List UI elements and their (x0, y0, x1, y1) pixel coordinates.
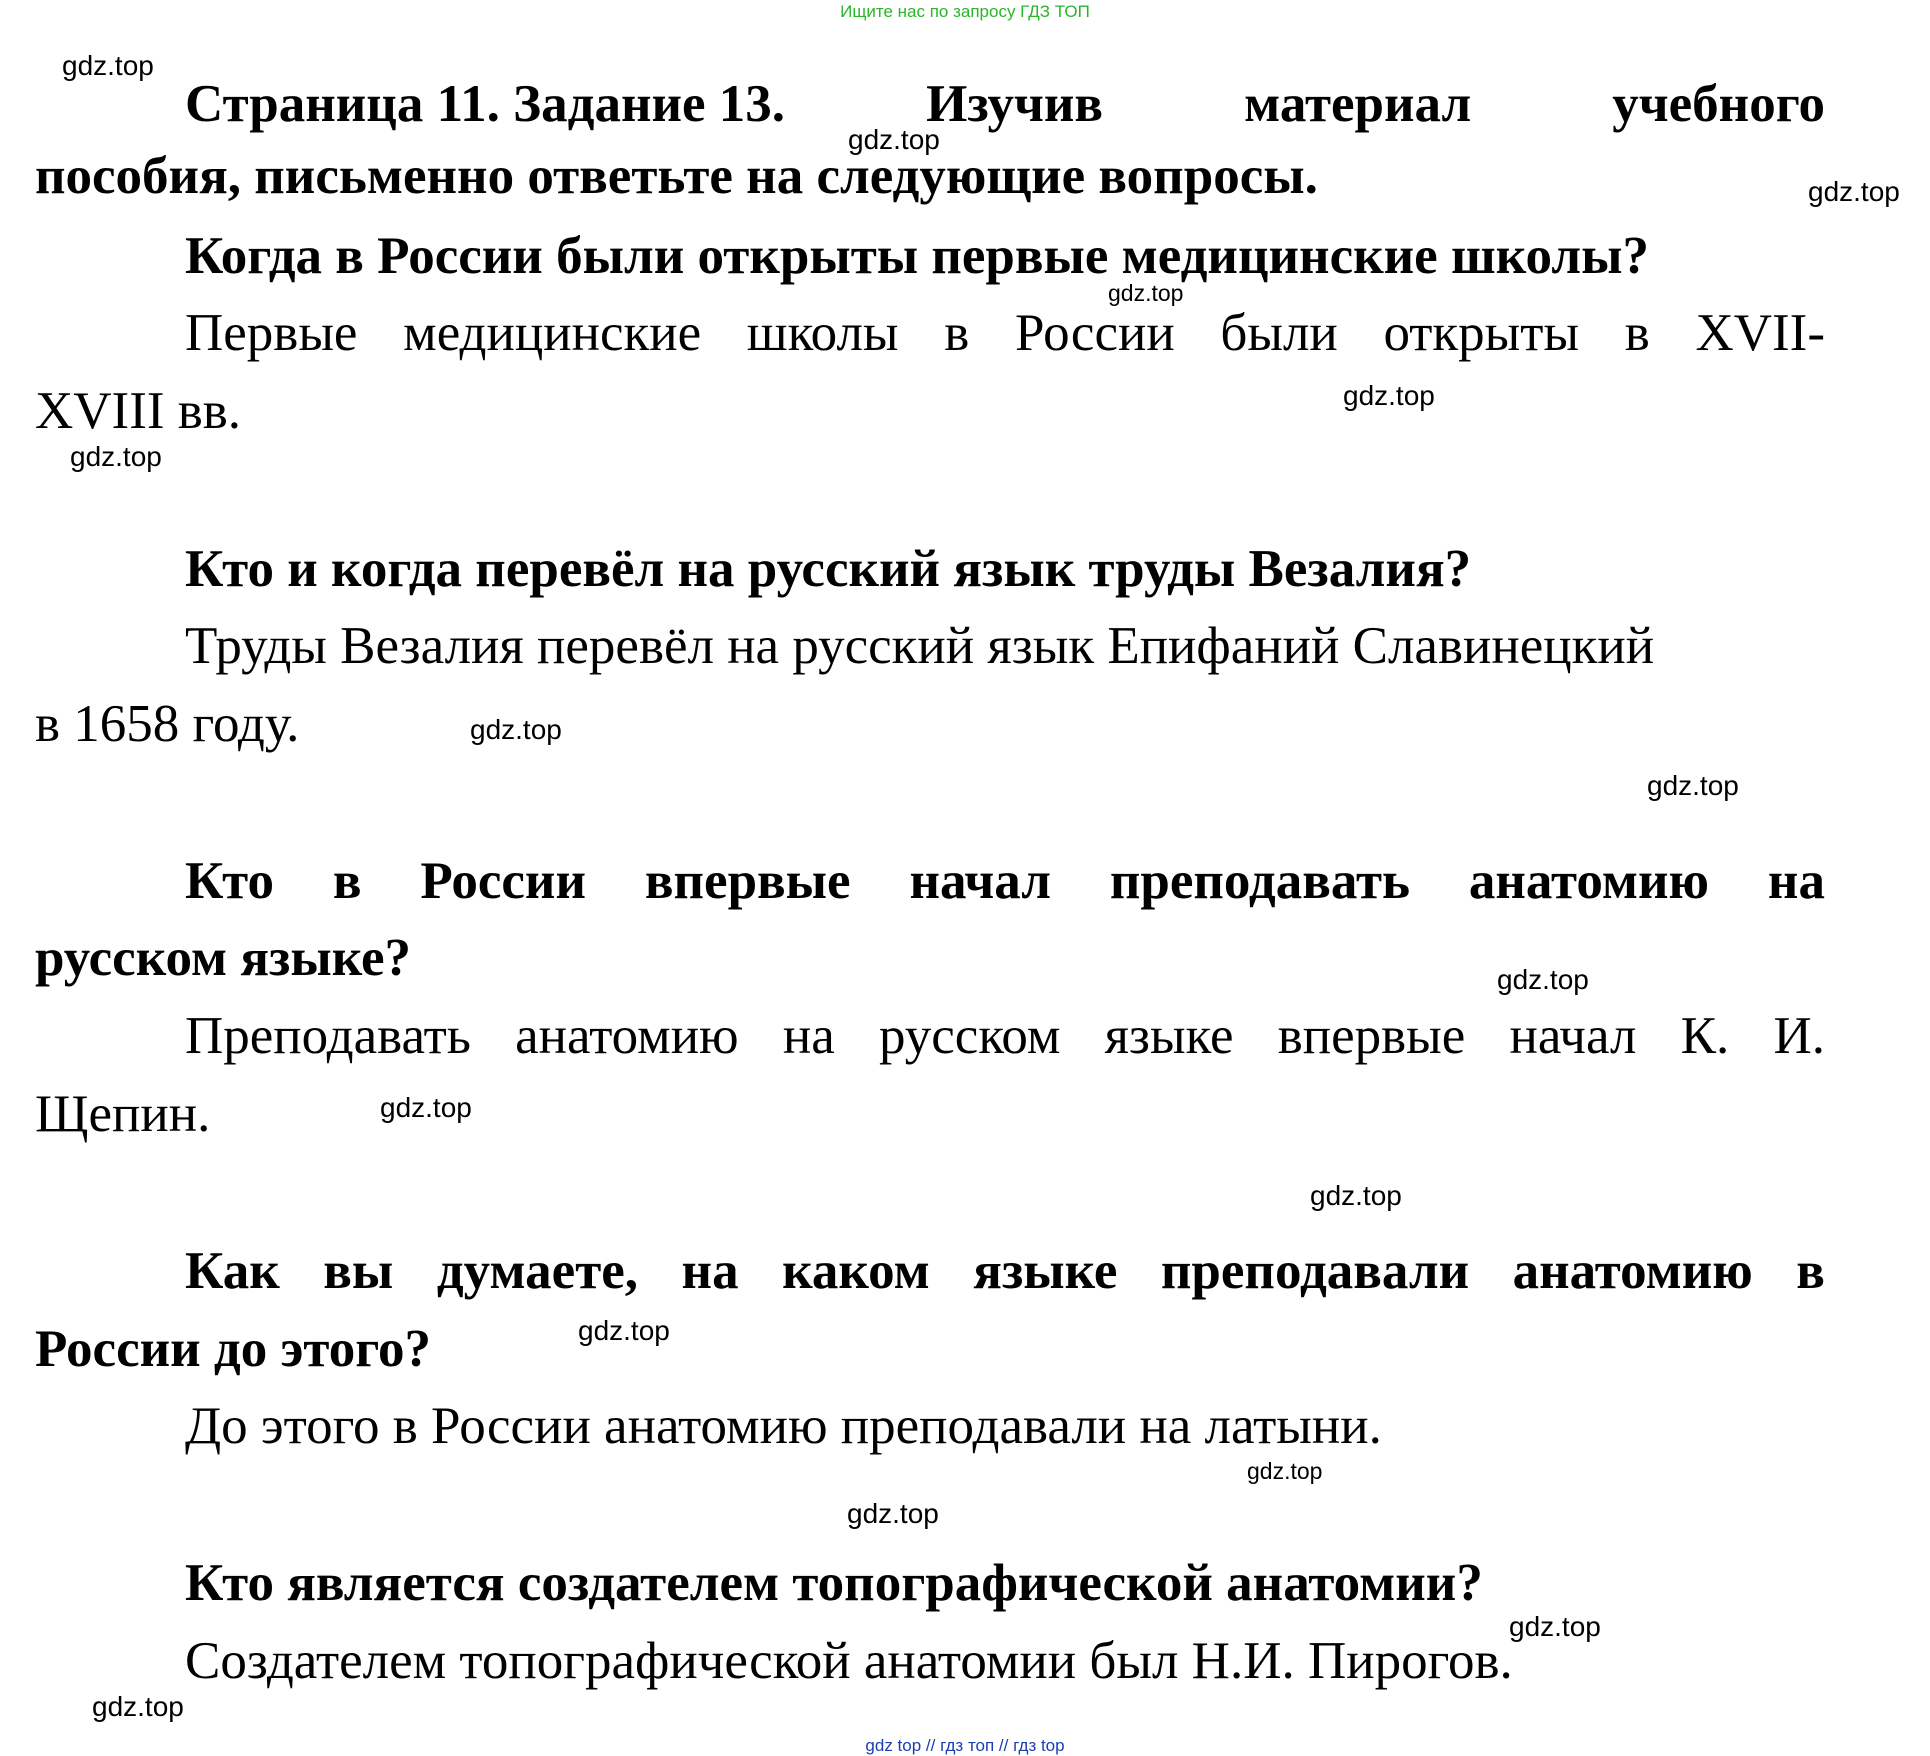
answer-word: анатомию (515, 1007, 739, 1065)
question-4-line-2: России до этого? (35, 1320, 431, 1378)
question-word: думаете, (436, 1242, 639, 1300)
answer-word: открыты (1383, 304, 1580, 362)
watermark: gdz.top (62, 50, 154, 81)
footer-links[interactable]: gdz top // гдз топ // гдз top (865, 1736, 1065, 1755)
watermark: gdz.top (1497, 964, 1589, 995)
answer-3-line-2: Щепин. (35, 1085, 211, 1143)
title-word: материал (1244, 75, 1472, 133)
watermark: gdz.top (1108, 280, 1184, 306)
title-line-1 (185, 75, 1825, 133)
question-word: преподавать (1109, 852, 1411, 910)
question-word: начал (909, 852, 1051, 910)
answer-word: впервые (1277, 1007, 1466, 1065)
question-word: Кто (185, 852, 274, 910)
question-word: в (1796, 1242, 1825, 1300)
watermark: gdz.top (1247, 1458, 1323, 1484)
question-3-line-2: русском языке? (35, 929, 411, 987)
answer-1-line-2: XVIII вв. (35, 382, 242, 440)
answer-word: И. (1773, 1007, 1825, 1065)
watermark: gdz.top (1509, 1611, 1601, 1642)
answer-3-line-1 (185, 1007, 1825, 1065)
question-word: в (332, 852, 362, 910)
question-word: каком (782, 1242, 930, 1300)
answer-4-line-1: До этого в России анатомию преподавали на латыни. (185, 1397, 1382, 1455)
question-5: Кто является создателем топографической анатомии? (185, 1554, 1483, 1612)
answer-word: Первые (185, 304, 358, 362)
watermark: gdz.top (1310, 1180, 1402, 1211)
question-word: Как (185, 1242, 280, 1300)
question-word: на (1767, 852, 1825, 910)
answer-word: школы (746, 304, 899, 362)
answer-word: Преподавать (185, 1007, 471, 1065)
question-word: России (420, 852, 587, 910)
question-word: анатомию (1512, 1242, 1753, 1300)
question-word: впервые (644, 852, 851, 910)
answer-word: начал (1509, 1007, 1637, 1065)
question-word: языке (973, 1242, 1118, 1300)
watermark: gdz.top (70, 441, 162, 472)
title-word: Изучив (926, 75, 1104, 133)
title-word: Страница 11. Задание 13. (185, 75, 786, 133)
answer-2-line-1: Труды Везалия перевёл на русский язык Епифаний Славинецкий (185, 617, 1655, 675)
watermark: gdz.top (92, 1691, 184, 1722)
watermark: gdz.top (1647, 770, 1739, 801)
question-2: Кто и когда перевёл на русский язык труды Везалия? (185, 540, 1472, 598)
answer-word: XVII- (1695, 304, 1825, 362)
question-3-line-1 (185, 852, 1825, 910)
watermark: gdz.top (380, 1092, 472, 1123)
answer-word: медицинские (403, 304, 702, 362)
question-word: преподавали (1160, 1242, 1470, 1300)
question-1: Когда в России были открыты первые медицинские школы? (185, 227, 1649, 285)
answer-word: на (782, 1007, 835, 1065)
answer-2-line-2: в 1658 году. (35, 695, 300, 753)
answer-word: в (944, 304, 970, 362)
question-word: на (681, 1242, 739, 1300)
question-word: анатомию (1468, 852, 1710, 910)
answer-word: в (1624, 304, 1650, 362)
answer-word: языке (1104, 1007, 1234, 1065)
answer-word: России (1014, 304, 1175, 362)
answer-word: К. (1680, 1007, 1730, 1065)
watermark: gdz.top (847, 1498, 939, 1529)
answer-word: русском (878, 1007, 1061, 1065)
answer-word: были (1220, 304, 1338, 362)
watermark: gdz.top (1343, 380, 1435, 411)
top-banner[interactable]: Ищите нас по запросу ГДЗ ТОП (840, 2, 1090, 21)
answer-1-line-1 (185, 304, 1825, 362)
watermark: gdz.top (470, 714, 562, 745)
watermark: gdz.top (578, 1315, 670, 1346)
question-4-line-1 (185, 1242, 1825, 1300)
watermark: gdz.top (848, 124, 940, 155)
question-word: вы (323, 1242, 394, 1300)
title-word: учебного (1612, 75, 1825, 133)
answer-5-line-1: Создателем топографической анатомии был Н.И. Пирогов. (185, 1632, 1513, 1690)
watermark: gdz.top (1808, 176, 1900, 207)
title-line-2: пособия, письменно ответьте на следующие вопросы. (35, 147, 1318, 205)
